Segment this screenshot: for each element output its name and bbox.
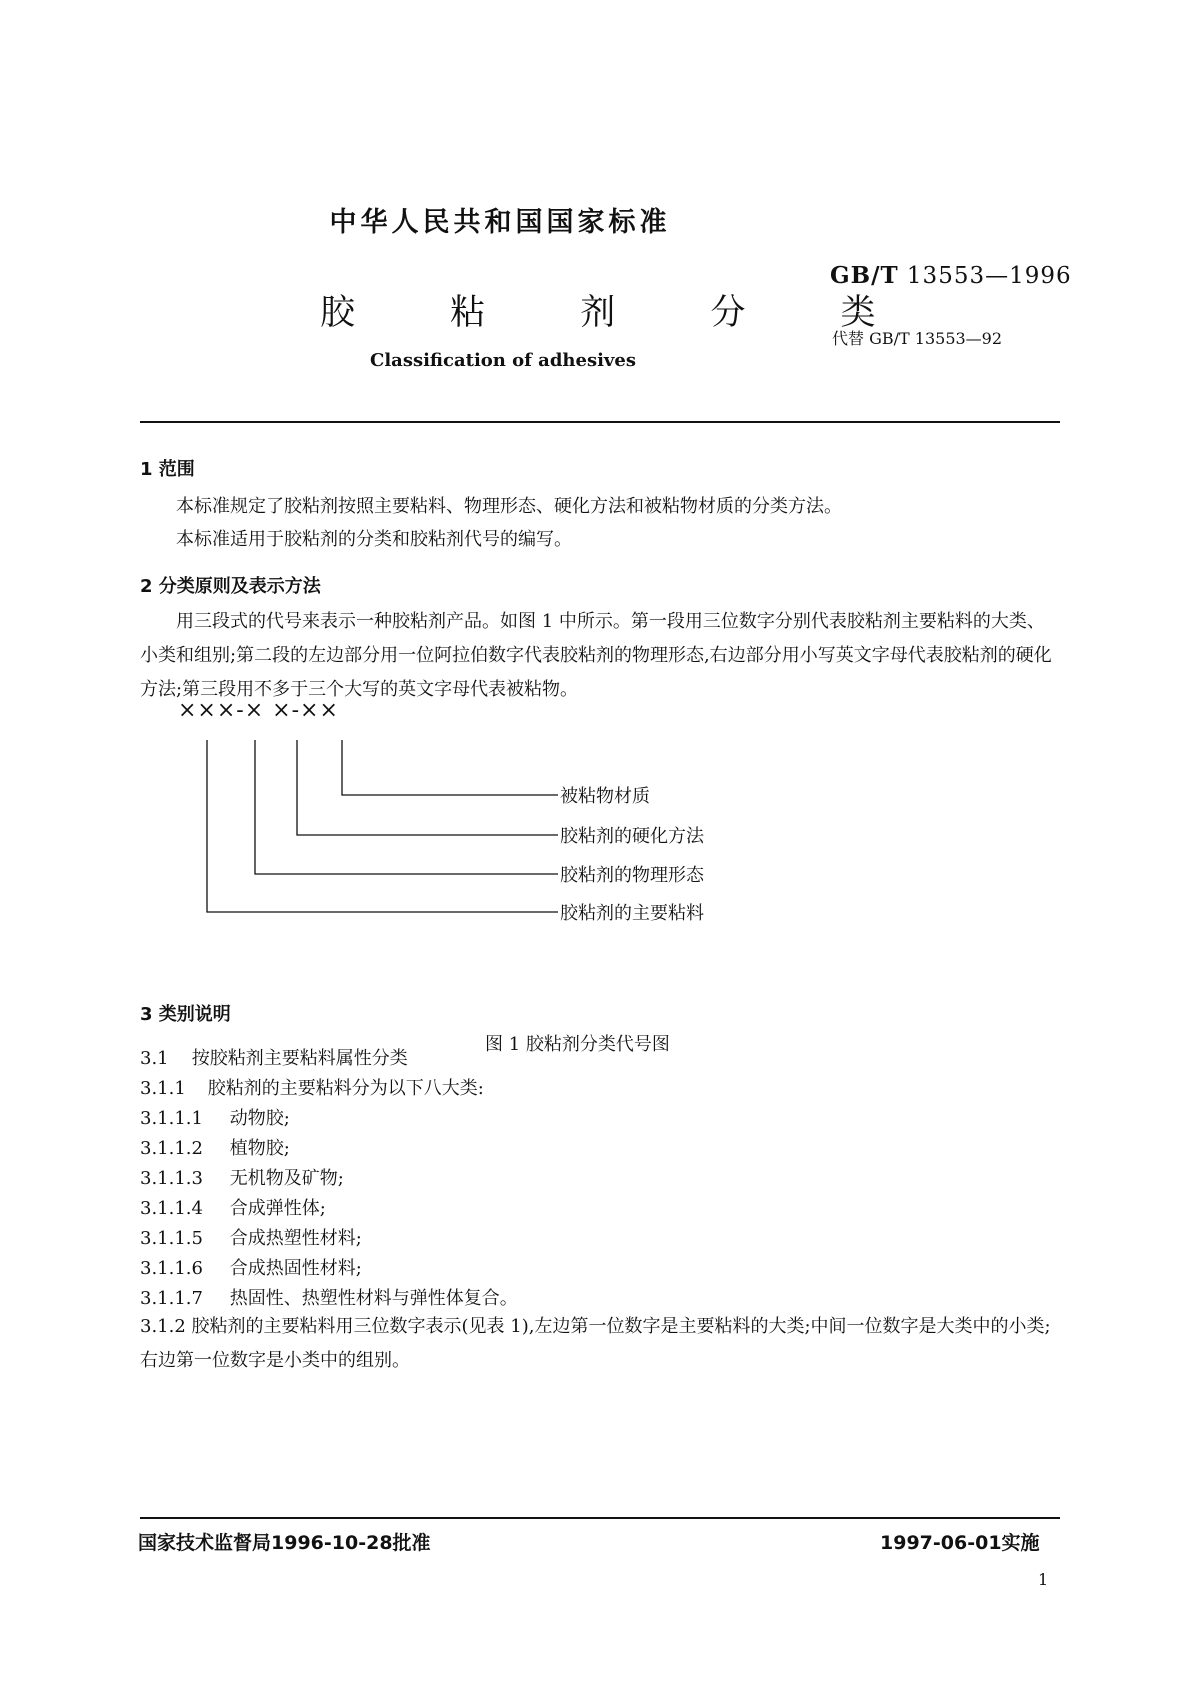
- national-standard-title: 中华人民共和国国家标准: [329, 207, 671, 238]
- clause-text: 动物胶;: [229, 1108, 290, 1129]
- clause-number: 3.1.1: [140, 1078, 186, 1099]
- section-3-heading: 3 类别说明: [140, 1004, 231, 1025]
- footer-divider: [140, 1517, 1060, 1519]
- clause-3-1-1-2: [140, 1134, 290, 1160]
- section-2-heading: 2 分类原则及表示方法: [140, 576, 321, 597]
- clause-number: 3.1.1.5: [140, 1228, 203, 1249]
- section-1-paragraph-2: 本标准适用于胶粘剂的分类和胶粘剂代号的编写。: [176, 529, 572, 550]
- connector-binder: [207, 740, 558, 912]
- section-2-paragraph: 用三段式的代号来表示一种胶粘剂产品。如图 1 中所示。第一段用三位数字分别代表胶粘剂主要粘料的大类、小类和组别;第二段的左边部分用一位阿拉伯数字代表胶粘剂的物理形态,右边部分用小写英文字母代表胶粘剂的硬化方法;第三段用不多于三个大写的英文字母代表被粘物。: [140, 611, 1052, 700]
- section-1-heading: 1 范围: [140, 459, 195, 480]
- clause-number: 3.1.1.3: [140, 1168, 203, 1189]
- clause-text: 按胶粘剂主要粘料属性分类: [191, 1048, 408, 1069]
- clause-text: 合成弹性体;: [229, 1198, 326, 1219]
- diagram-label-physical-form: 胶粘剂的物理形态: [560, 865, 704, 886]
- clause-number: 3.1.1.4: [140, 1198, 203, 1219]
- clause-3-1-1-1: [140, 1104, 290, 1130]
- approval-date: 国家技术监督局1996-10-28批准: [138, 1532, 431, 1554]
- replaces-standard: 代替 GB/T 13553—92: [832, 329, 1003, 348]
- connector-form: [255, 740, 558, 874]
- clause-3-1-1-7: [140, 1284, 518, 1310]
- diagram-label-main-binder: 胶粘剂的主要粘料: [560, 903, 704, 924]
- clause-number: 3.1.1.2: [140, 1138, 203, 1159]
- header-divider: [140, 421, 1060, 423]
- clause-text: 合成热塑性材料;: [229, 1228, 362, 1249]
- figure-1-diagram: [140, 740, 580, 930]
- standard-number-prefix: GB/T: [830, 262, 899, 289]
- clause-number: 3.1: [140, 1048, 169, 1069]
- clause-text: 胶粘剂的主要粘料分为以下八大类:: [207, 1078, 484, 1099]
- clause-3-1-1-4: [140, 1194, 326, 1220]
- clause-3-1: [140, 1044, 408, 1070]
- classification-code: ×××-× ×-××: [178, 698, 339, 723]
- clause-text: 植物胶;: [229, 1138, 290, 1159]
- document-title-en: Classification of adhesives: [370, 350, 636, 371]
- clause-number: 3.1.1.1: [140, 1108, 203, 1129]
- clause-3-1-1-5: [140, 1224, 362, 1250]
- clause-number: 3.1.1.7: [140, 1288, 203, 1309]
- connector-material: [342, 740, 558, 795]
- section-1-paragraph-1: 本标准规定了胶粘剂按照主要粘料、物理形态、硬化方法和被粘物材质的分类方法。: [176, 496, 842, 517]
- diagram-label-material: 被粘物材质: [560, 786, 650, 807]
- clause-text: 合成热固性材料;: [229, 1258, 362, 1279]
- standard-number-value: 13553—1996: [906, 263, 1072, 289]
- document-title-cn: 胶 粘 剂 分 类: [320, 293, 918, 333]
- clause-3-1-1-3: [140, 1164, 344, 1190]
- diagram-label-hardening: 胶粘剂的硬化方法: [560, 826, 704, 847]
- clause-3-1-1-6: [140, 1254, 362, 1280]
- figure-1-caption: 图 1 胶粘剂分类代号图: [485, 1034, 670, 1055]
- page-number: 1: [1038, 1570, 1049, 1589]
- clause-number: 3.1.1.6: [140, 1258, 203, 1279]
- clause-text: 无机物及矿物;: [229, 1168, 344, 1189]
- connector-hardening: [297, 740, 558, 835]
- clause-text: 热固性、热塑性材料与弹性体复合。: [229, 1288, 518, 1309]
- clause-3-1-1: [140, 1074, 484, 1100]
- clause-3-1-2: 3.1.2 胶粘剂的主要粘料用三位数字表示(见表 1),左边第一位数字是主要粘料的大类;中间一位数字是大类中的小类;右边第一位数字是小类中的组别。: [140, 1316, 1051, 1371]
- implementation-date: 1997-06-01实施: [880, 1532, 1040, 1554]
